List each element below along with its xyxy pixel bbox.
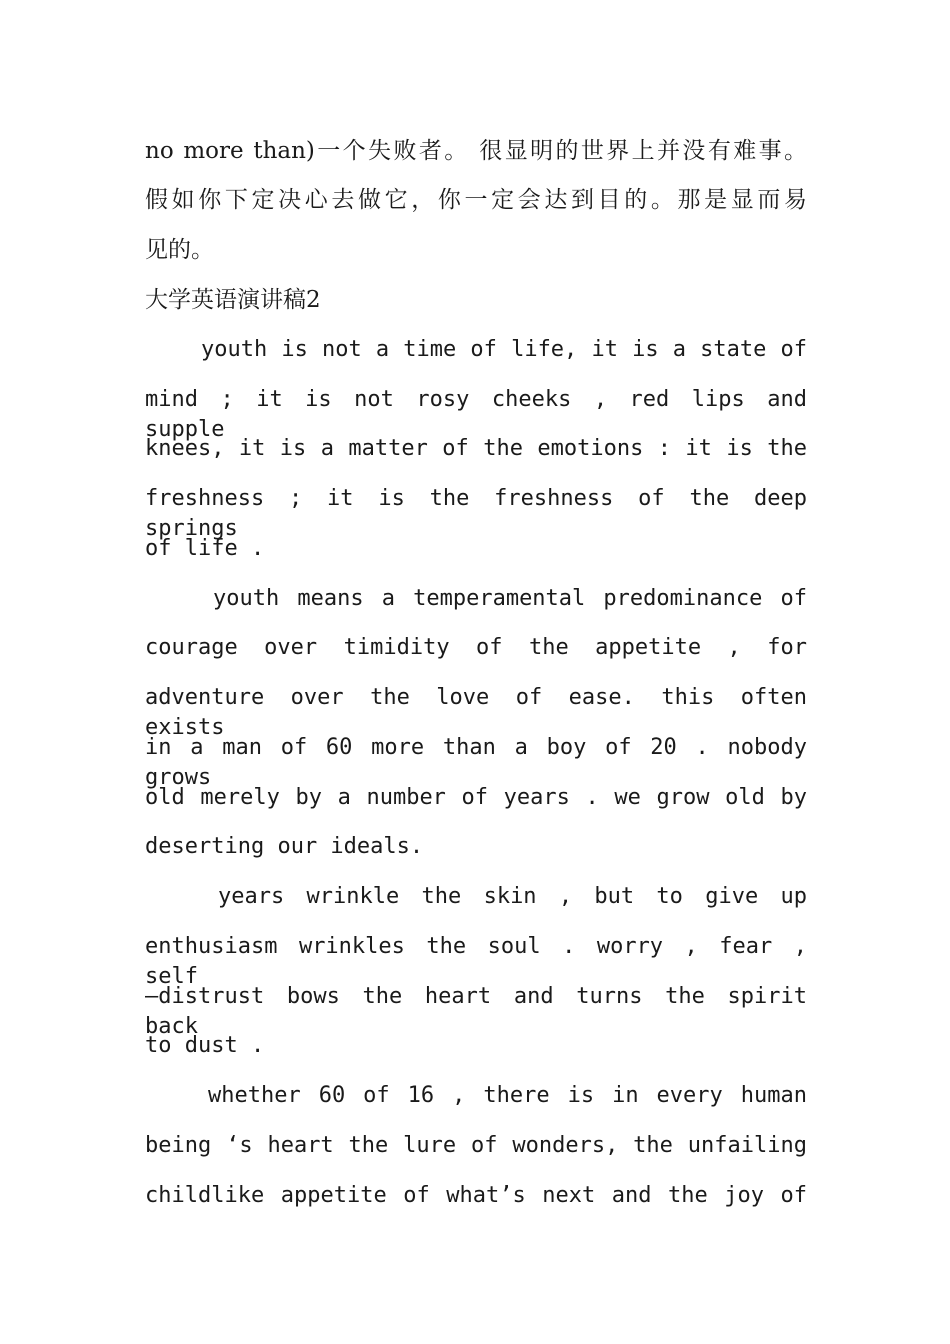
paragraph-line: whether 60 of 16 , there is in every human xyxy=(208,1083,807,1108)
paragraph-line: old merely by a number of years . we grow old by xyxy=(145,785,807,810)
intro-line: 见的。 xyxy=(145,237,214,263)
paragraph-line: mind ; it is not rosy cheeks , red lips and supple xyxy=(145,387,807,442)
paragraph-line: youth is not a time of life, it is a state of xyxy=(201,337,807,362)
intro-line: no more than)一个失败者。 很显明的世界上并没有难事。 xyxy=(145,138,807,164)
paragraph-line: –distrust bows the heart and turns the spirit back xyxy=(145,984,807,1039)
intro-line: 假如你下定决心去做它，你一定会达到目的。那是显而易 xyxy=(145,187,807,213)
paragraph-line: courage over timidity of the appetite , for xyxy=(145,635,807,660)
paragraph-line: youth means a temperamental predominance of xyxy=(213,586,807,611)
paragraph-line: adventure over the love of ease. this often exists xyxy=(145,685,807,740)
section-heading: 大学英语演讲稿2 xyxy=(145,287,321,313)
paragraph-line: childlike appetite of what’s next and the joy of xyxy=(145,1183,807,1208)
paragraph-line: years wrinkle the skin , but to give up xyxy=(218,884,807,909)
paragraph-line: of life . xyxy=(145,536,265,561)
paragraph-line: enthusiasm wrinkles the soul . worry , fear , self xyxy=(145,934,807,989)
paragraph-line: freshness ; it is the freshness of the deep springs xyxy=(145,486,807,541)
paragraph-line: to dust . xyxy=(145,1033,265,1058)
paragraph-line: in a man of 60 more than a boy of 20 . nobody grows xyxy=(145,735,807,790)
paragraph-line: deserting our ideals. xyxy=(145,834,424,859)
paragraph-line: being ‘s heart the lure of wonders, the unfailing xyxy=(145,1133,807,1158)
paragraph-line: knees, it is a matter of the emotions : it is the xyxy=(145,436,807,461)
